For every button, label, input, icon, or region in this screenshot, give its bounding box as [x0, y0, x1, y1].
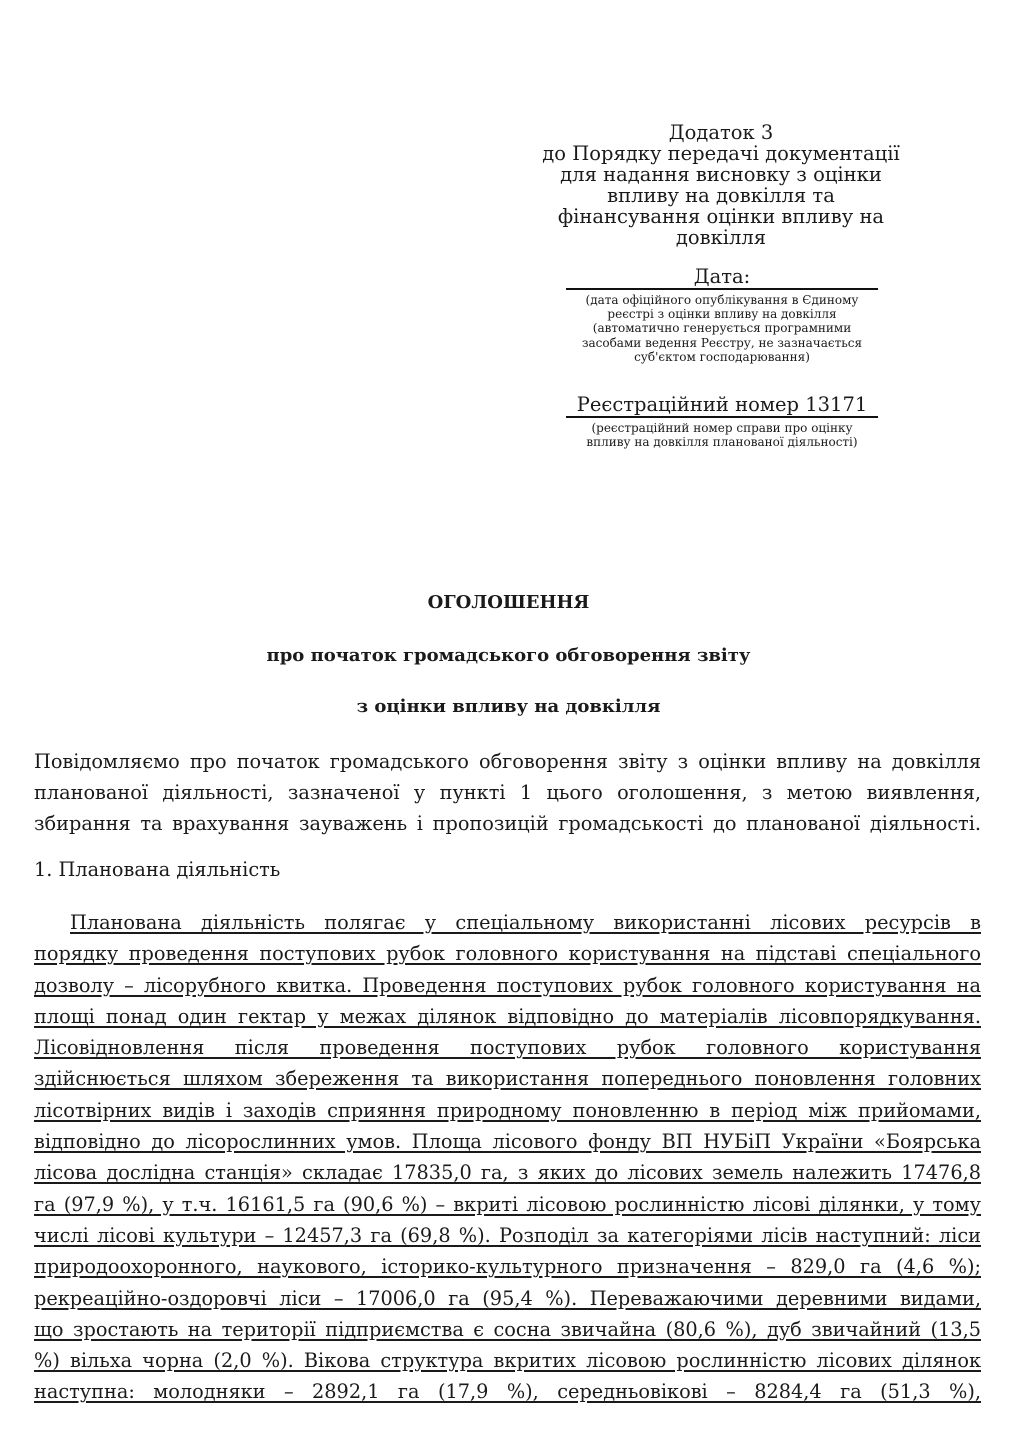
- paragraph-line: порядку проведення поступових рубок головного користування на підставі спеціального: [34, 942, 981, 966]
- date-label: Дата:: [566, 266, 878, 290]
- appendix-line: для надання висновку з оцінки: [560, 163, 882, 186]
- date-note-line: реєстрі з оцінки впливу на довкілля: [607, 307, 837, 322]
- page-subtitle: про початок громадського обговорення звіту: [266, 645, 751, 666]
- date-note: [566, 293, 878, 364]
- date-note-line: засобами ведення Реєстру, не зазначається: [581, 335, 863, 350]
- intro-line: планованої діяльності, зазначеної у пункті 1 цього оголошення, з метою виявлення,: [34, 781, 981, 804]
- registration-note-line: впливу на довкілля планованої діяльності): [586, 435, 858, 450]
- registration-block: [566, 394, 878, 449]
- paragraph-line: Планована діяльність полягає у спеціальному використанні лісових ресурсів в: [70, 911, 981, 934]
- date-note-line: (дата офіційного опублікування в Єдиному: [585, 293, 859, 307]
- appendix-header: [538, 122, 904, 248]
- paragraph-line: %) вільха чорна (2,0 %). Вікова структура вкритих лісовою рослинністю лісових ділянок: [34, 1349, 981, 1373]
- intro-line: збирання та врахування зауважень і пропозицій громадськості до планованої діяльності.: [34, 812, 981, 835]
- registration-note-line: (реєстраційний номер справи про оцінку: [591, 421, 853, 435]
- date-block: [566, 266, 878, 364]
- paragraph-line: лісотвірних видів і заходів сприяння природному поновленню в період між прийомами,: [34, 1098, 981, 1122]
- appendix-line: Додаток 3: [668, 121, 774, 144]
- paragraph-line: відповідно до лісорослинних умов. Площа лісового фонду ВП НУБіП України «Боярська: [34, 1130, 981, 1154]
- appendix-line: впливу на довкілля та: [607, 184, 835, 207]
- registration-note: [566, 421, 878, 449]
- appendix-line: довкілля: [675, 226, 767, 249]
- paragraph-line: рекреаційно-оздоровчі ліси – 17006,0 га (95,4 %). Переважаючими деревними видами,: [34, 1286, 981, 1310]
- appendix-line: до Порядку передачі документації: [542, 142, 900, 165]
- section-1-paragraph: [34, 907, 981, 1408]
- paragraph-line: здійснюється шляхом збереження та використання попереднього поновлення головних: [34, 1067, 981, 1091]
- intro-paragraph: [34, 746, 981, 839]
- page-subtitle-2: з оцінки впливу на довкілля: [356, 696, 661, 717]
- paragraph-line: лісова дослідна станція» складає 17835,0 га, з яких до лісових земель належить 17476,8: [34, 1161, 981, 1185]
- date-note-line: суб'єктом господарювання): [634, 349, 810, 364]
- page-title: ОГОЛОШЕННЯ: [427, 592, 590, 613]
- paragraph-line: дозволу – лісорубного квитка. Проведення поступових рубок головного користування на: [34, 973, 981, 997]
- paragraph-line: га (97,9 %), у т.ч. 16161,5 га (90,6 %) – вкриті лісовою рослинністю лісові ділянки, у тому: [34, 1192, 981, 1216]
- paragraph-line: природоохоронного, наукового, історико-культурного призначення – 829,0 га (4,6 %);: [34, 1255, 981, 1279]
- intro-line: Повідомляємо про початок громадського обговорення звіту з оцінки впливу на довкілля: [34, 750, 981, 773]
- paragraph-line: наступна: молодняки – 2892,1 га (17,9 %), середньовікові – 8284,4 га (51,3 %),: [34, 1380, 981, 1404]
- paragraph-line: що зростають на території підприємства є сосна звичайна (80,6 %), дуб звичайний (13,5: [34, 1317, 981, 1341]
- paragraph-line: Лісовідновлення після проведення поступових рубок головного користування: [34, 1036, 981, 1060]
- paragraph-line: числі лісові культури – 12457,3 га (69,8 %). Розподіл за категоріями лісів наступний: ліси: [34, 1223, 981, 1247]
- appendix-line: фінансування оцінки впливу на: [557, 205, 885, 228]
- registration-number: Реєстраційний номер 13171: [566, 394, 878, 418]
- paragraph-line: площі понад один гектар у межах ділянок відповідно до матеріалів лісовпорядкування.: [34, 1004, 981, 1028]
- date-note-line: (автоматично генерується програмними: [592, 321, 852, 336]
- section-1-title: 1. Планована діяльність: [34, 858, 281, 881]
